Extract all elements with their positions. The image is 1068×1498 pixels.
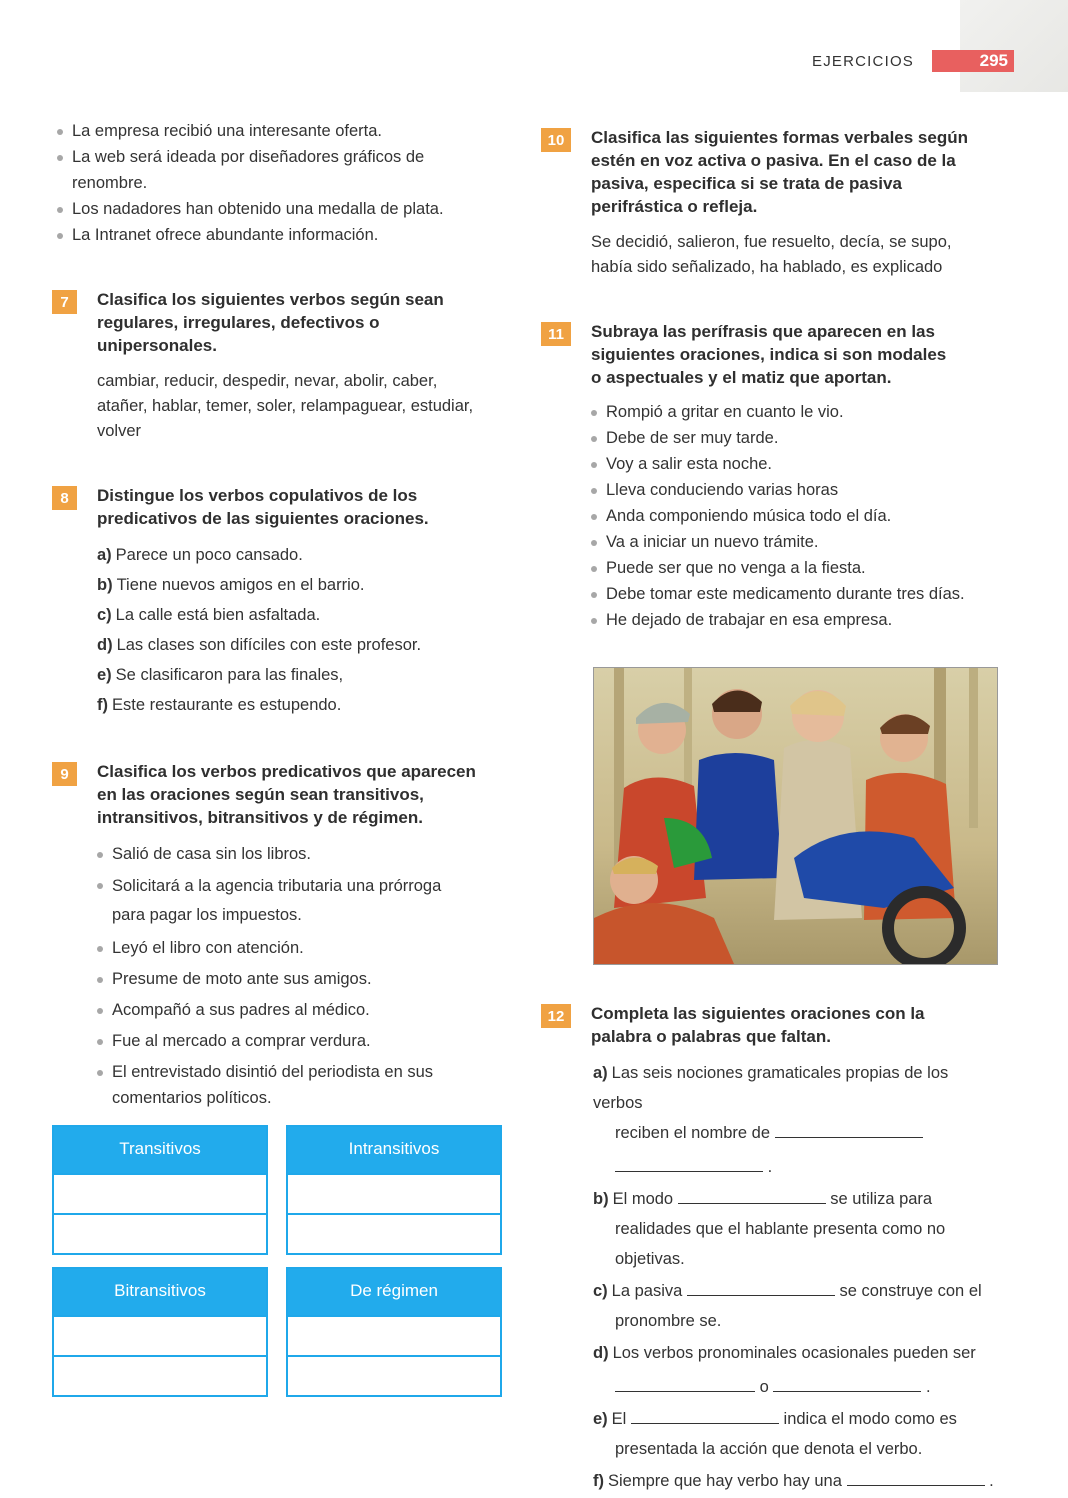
item-text: se construye con el bbox=[839, 1282, 982, 1300]
item-text: Tiene nuevos amigos en el barrio. bbox=[116, 576, 365, 594]
exercise-items bbox=[97, 540, 504, 720]
list-item: La empresa recibió una interesante oferta. bbox=[52, 118, 452, 144]
exercise-7 bbox=[52, 288, 504, 444]
table-intransitivos bbox=[286, 1125, 502, 1255]
item-text: se utiliza para bbox=[830, 1190, 933, 1208]
item-text: indica el modo como es bbox=[783, 1410, 957, 1428]
exercise-9 bbox=[52, 760, 504, 1111]
item-label: d) bbox=[97, 636, 113, 654]
item-text: Las clases son difíciles con este profesor. bbox=[116, 636, 422, 654]
list-item: Salió de casa sin los libros. bbox=[92, 841, 442, 867]
item-label: b) bbox=[593, 1190, 609, 1208]
item-label: c) bbox=[97, 606, 112, 624]
table-header: De régimen bbox=[288, 1269, 500, 1315]
list-item: Leyó el libro con atención. bbox=[92, 935, 442, 961]
list-item: Lleva conduciendo varias horas bbox=[586, 477, 996, 503]
exercise-body: Se decidió, salieron, fue resuelto, decía, se supo, había sido señalizado, ha hablado, es explicado bbox=[591, 233, 952, 276]
list-item: Rompió a gritar en cuanto le vio. bbox=[586, 399, 996, 425]
exercise-items bbox=[586, 399, 996, 633]
item-text: El modo bbox=[612, 1190, 674, 1208]
table-cell[interactable] bbox=[54, 1355, 266, 1395]
list-item bbox=[97, 690, 504, 720]
exercise-number: 8 bbox=[52, 486, 77, 510]
item-text: . bbox=[925, 1378, 931, 1396]
page-header bbox=[812, 50, 1014, 72]
list-item: La Intranet ofrece abundante información. bbox=[52, 222, 452, 248]
exercise-number: 11 bbox=[541, 322, 571, 346]
exercise-11 bbox=[541, 320, 996, 633]
page-corner-shade bbox=[960, 0, 1068, 92]
list-item: Va a iniciar un nuevo trámite. bbox=[586, 529, 996, 555]
item-text: Los verbos pronominales ocasionales pueden ser bbox=[612, 1344, 976, 1362]
list-item: Voy a salir esta noche. bbox=[586, 451, 996, 477]
list-item bbox=[593, 1184, 996, 1274]
list-item: Solicitará a la agencia tributaria una prórroga para pagar los impuestos. bbox=[92, 872, 442, 930]
table-header: Intransitivos bbox=[288, 1127, 500, 1173]
page-number: 295 bbox=[932, 50, 1014, 72]
list-item bbox=[97, 540, 504, 570]
list-item: He dejado de trabajar en esa empresa. bbox=[586, 607, 996, 633]
item-label: b) bbox=[97, 576, 113, 594]
list-item: Presume de moto ante sus amigos. bbox=[92, 966, 442, 992]
list-item bbox=[593, 1338, 996, 1402]
table-cell[interactable] bbox=[288, 1173, 500, 1213]
answer-blank[interactable] bbox=[773, 1377, 921, 1392]
exercise-number: 10 bbox=[541, 128, 571, 152]
table-cell[interactable] bbox=[54, 1213, 266, 1253]
list-item bbox=[593, 1276, 996, 1336]
item-label: f) bbox=[97, 696, 108, 714]
item-label: a) bbox=[97, 546, 112, 564]
answer-blank[interactable] bbox=[615, 1377, 755, 1392]
item-text: realidades que el hablante presenta como no bbox=[615, 1220, 946, 1238]
list-item: Debe tomar este medicamento durante tres días. bbox=[586, 581, 996, 607]
item-text: El bbox=[611, 1410, 627, 1428]
list-item bbox=[97, 600, 504, 630]
table-cell[interactable] bbox=[288, 1213, 500, 1253]
group-photo-illustration bbox=[594, 668, 997, 964]
exercise-title: Subraya las perífrasis que aparecen en las siguientes oraciones, indica si son modales o aspectuales y el matiz que aportan. bbox=[591, 322, 947, 387]
table-cell[interactable] bbox=[54, 1315, 266, 1355]
exercise-body: cambiar, reducir, despedir, nevar, abolir, caber, atañer, hablar, temer, soler, relampaguear, estudiar, volver bbox=[97, 372, 474, 440]
item-label: e) bbox=[97, 666, 112, 684]
list-item bbox=[97, 630, 504, 660]
list-item: El entrevistado disintió del periodista en sus comentarios políticos. bbox=[92, 1059, 442, 1111]
exercise-number: 7 bbox=[52, 290, 77, 314]
table-de-regimen bbox=[286, 1267, 502, 1397]
table-transitivos bbox=[52, 1125, 268, 1255]
list-item bbox=[593, 1466, 996, 1496]
item-text: . bbox=[989, 1472, 994, 1490]
exercise-number: 12 bbox=[541, 1004, 571, 1028]
item-text: objetivas. bbox=[615, 1250, 685, 1268]
item-label: d) bbox=[593, 1344, 609, 1362]
item-text: La calle está bien asfaltada. bbox=[115, 606, 321, 624]
item-text: Siempre que hay verbo hay una bbox=[608, 1472, 842, 1490]
list-item: Acompañó a sus padres al médico. bbox=[92, 997, 442, 1023]
table-cell[interactable] bbox=[288, 1355, 500, 1395]
answer-blank[interactable] bbox=[775, 1123, 923, 1138]
item-text: Se clasificaron para las finales, bbox=[115, 666, 344, 684]
item-text: presentada la acción que denota el verbo. bbox=[615, 1440, 923, 1458]
table-header: Transitivos bbox=[54, 1127, 266, 1173]
list-item: Puede ser que no venga a la fiesta. bbox=[586, 555, 996, 581]
exercise-items bbox=[593, 1058, 996, 1496]
item-text: o bbox=[759, 1378, 769, 1396]
list-item: Fue al mercado a comprar verdura. bbox=[92, 1028, 442, 1054]
list-item: Anda componiendo música todo el día. bbox=[586, 503, 996, 529]
answer-blank[interactable] bbox=[687, 1281, 835, 1296]
group-photo bbox=[593, 667, 998, 965]
right-column bbox=[541, 126, 996, 633]
exercise-12 bbox=[541, 1002, 996, 1498]
list-item bbox=[593, 1404, 996, 1464]
answer-blank[interactable] bbox=[615, 1157, 763, 1172]
exercise-title: Clasifica las siguientes formas verbales según estén en voz activa o pasiva. En el caso de la pasiva, especifica si se trata de pasiva perifrástica o refleja. bbox=[591, 128, 968, 216]
table-cell[interactable] bbox=[288, 1315, 500, 1355]
list-item bbox=[97, 570, 504, 600]
item-text: Las seis nociones gramaticales propias de los verbos bbox=[593, 1064, 949, 1112]
exercise-title: Completa las siguientes oraciones con la palabra o palabras que faltan. bbox=[591, 1004, 925, 1046]
answer-blank[interactable] bbox=[847, 1471, 985, 1486]
item-text: La pasiva bbox=[611, 1282, 683, 1300]
table-cell[interactable] bbox=[54, 1173, 266, 1213]
item-text: . bbox=[767, 1158, 773, 1176]
exercise-8 bbox=[52, 484, 504, 720]
item-text: Parece un poco cansado. bbox=[115, 546, 303, 564]
list-item bbox=[593, 1058, 996, 1182]
list-item: Debe de ser muy tarde. bbox=[586, 425, 996, 451]
item-text: Este restaurante es estupendo. bbox=[112, 696, 342, 714]
table-bitransitivos bbox=[52, 1267, 268, 1397]
item-text: pronombre se. bbox=[615, 1312, 722, 1330]
item-label: f) bbox=[593, 1472, 604, 1490]
answer-blank[interactable] bbox=[678, 1189, 826, 1204]
list-item: Los nadadores han obtenido una medalla de plata. bbox=[52, 196, 452, 222]
item-label: e) bbox=[593, 1410, 608, 1428]
intro-list bbox=[52, 118, 452, 248]
exercise-title: Clasifica los siguientes verbos según sean regulares, irregulares, defectivos o unipersonales. bbox=[97, 290, 444, 355]
item-label: a) bbox=[593, 1064, 608, 1082]
exercise-number: 9 bbox=[52, 762, 77, 786]
exercise-items bbox=[92, 841, 442, 1111]
exercise-title: Distingue los verbos copulativos de los predicativos de las siguientes oraciones. bbox=[97, 486, 429, 528]
left-column bbox=[52, 118, 504, 1111]
item-label: c) bbox=[593, 1282, 608, 1300]
exercise-10 bbox=[541, 126, 996, 280]
section-title: EJERCICIOS bbox=[812, 52, 915, 70]
table-header: Bitransitivos bbox=[54, 1269, 266, 1315]
list-item bbox=[97, 660, 504, 690]
list-item: La web será ideada por diseñadores gráficos de renombre. bbox=[52, 144, 452, 196]
answer-blank[interactable] bbox=[631, 1409, 779, 1424]
exercise-title: Clasifica los verbos predicativos que aparecen en las oraciones según sean transitivos, intransitivos, bitransitivos y de régimen. bbox=[97, 762, 476, 827]
item-text: reciben el nombre de bbox=[615, 1124, 771, 1142]
